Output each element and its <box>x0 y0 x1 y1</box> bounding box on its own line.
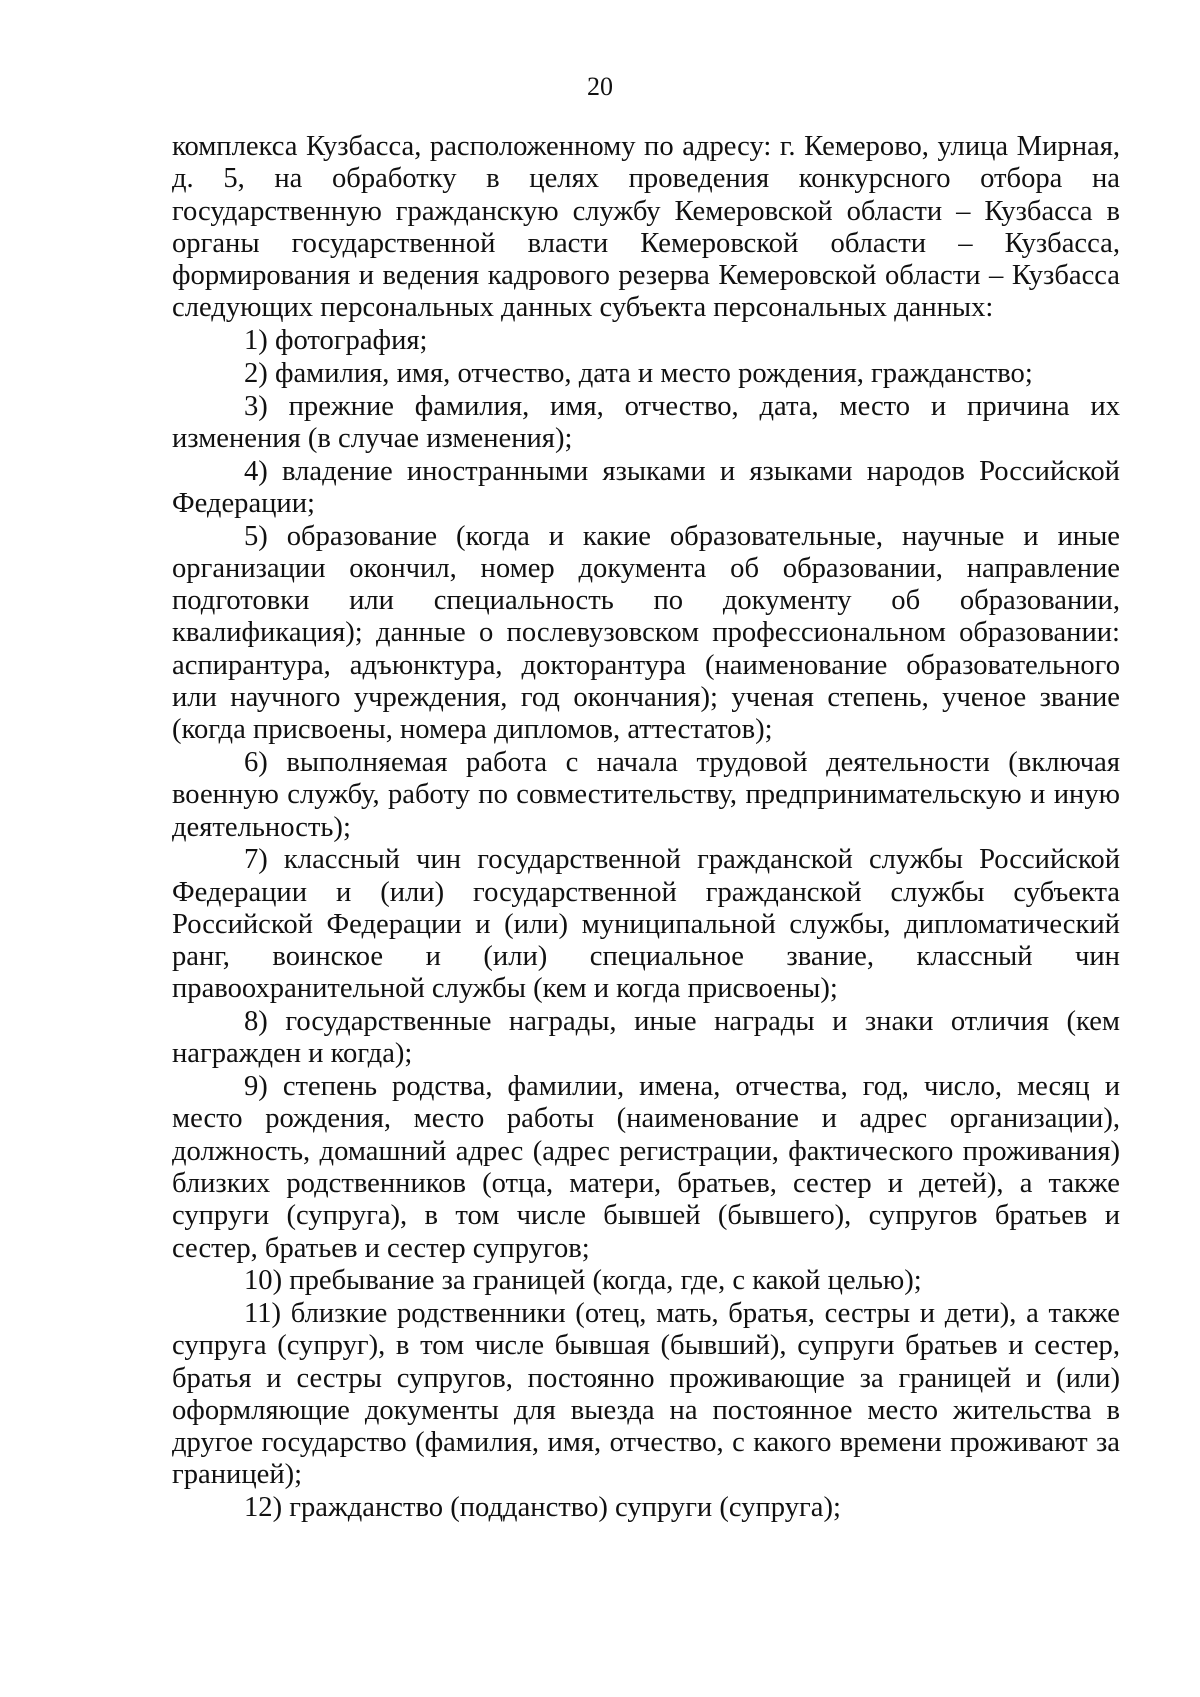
list-item: 6) выполняемая работа с начала трудовой деятельности (включая военную службу, работу по совместительству, предпринимательскую и иную деятельность); <box>172 746 1120 843</box>
list-item: 2) фамилия, имя, отчество, дата и место рождения, гражданство; <box>244 357 1033 389</box>
list-item: 4) владение иностранными языками и языками народов Российской Федерации; <box>172 455 1120 519</box>
list-item: 1) фотография; <box>244 325 428 357</box>
list-item: 12) гражданство (подданство) супруги (супруга); <box>244 1492 841 1524</box>
list-item: 11) близкие родственники (отец, мать, братья, сестры и дети), а также супруга (супруг), в том числе бывшая (бывший), супруги братьев и сестер, братья и сестры супругов, постоянно проживающие за границей и (или) оформляющие документы для выезда на постоянное место жительства в другое государство (фамилия, имя, отчество, с какого времени проживают за границей); <box>172 1297 1120 1491</box>
intro-paragraph: комплекса Кузбасса, расположенному по адресу: г. Кемерово, улица Мирная, д. 5, на обработку в целях проведения конкурсного отбора на государственную гражданскую службу Кемеровской области – Кузбасса в органы государственной власти Кемеровской области – Кузбасса, формирования и ведения кадрового резерва Кемеровской области – Кузбасса следующих персональных данных субъекта персональных данных: <box>172 131 1120 324</box>
list-item: 8) государственные награды, иные награды и знаки отличия (кем награжден и когда); <box>172 1006 1120 1070</box>
list-item: 3) прежние фамилия, имя, отчество, дата, место и причина их изменения (в случае изменения); <box>172 390 1120 454</box>
list-item: 9) степень родства, фамилии, имена, отчества, год, число, месяц и место рождения, место работы (наименование и адрес организации), должность, домашний адрес (адрес регистрации, фактического проживания) близких родственников (отца, матери, братьев, сестер и детей), а также супруги (супруга), в том числе бывшей (бывшего), супругов братьев и сестер, братьев и сестер супругов; <box>172 1071 1120 1264</box>
list-item: 10) пребывание за границей (когда, где, с какой целью); <box>244 1265 922 1297</box>
page-number: 20 <box>587 72 613 101</box>
list-item: 5) образование (когда и какие образовательные, научные и иные организации окончил, номер документа об образовании, направление подготовки или специальность по документу об образовании, квалификация); данные о послевузовском профессиональном образовании: аспирантура, адъюнктура, докторантура (наименование образовательного или научного учреждения, год окончания); ученая степень, ученое звание (когда присвоены, номера дипломов, аттестатов); <box>172 520 1120 746</box>
document-body <box>172 131 1120 1524</box>
list-item: 7) классный чин государственной гражданской службы Российской Федерации и (или) государственной гражданской службы субъекта Российской Федерации и (или) муниципальной службы, дипломатический ранг, воинское и (или) специальное звание, классный чин правоохранительной службы (кем и когда присвоены); <box>172 844 1120 1005</box>
